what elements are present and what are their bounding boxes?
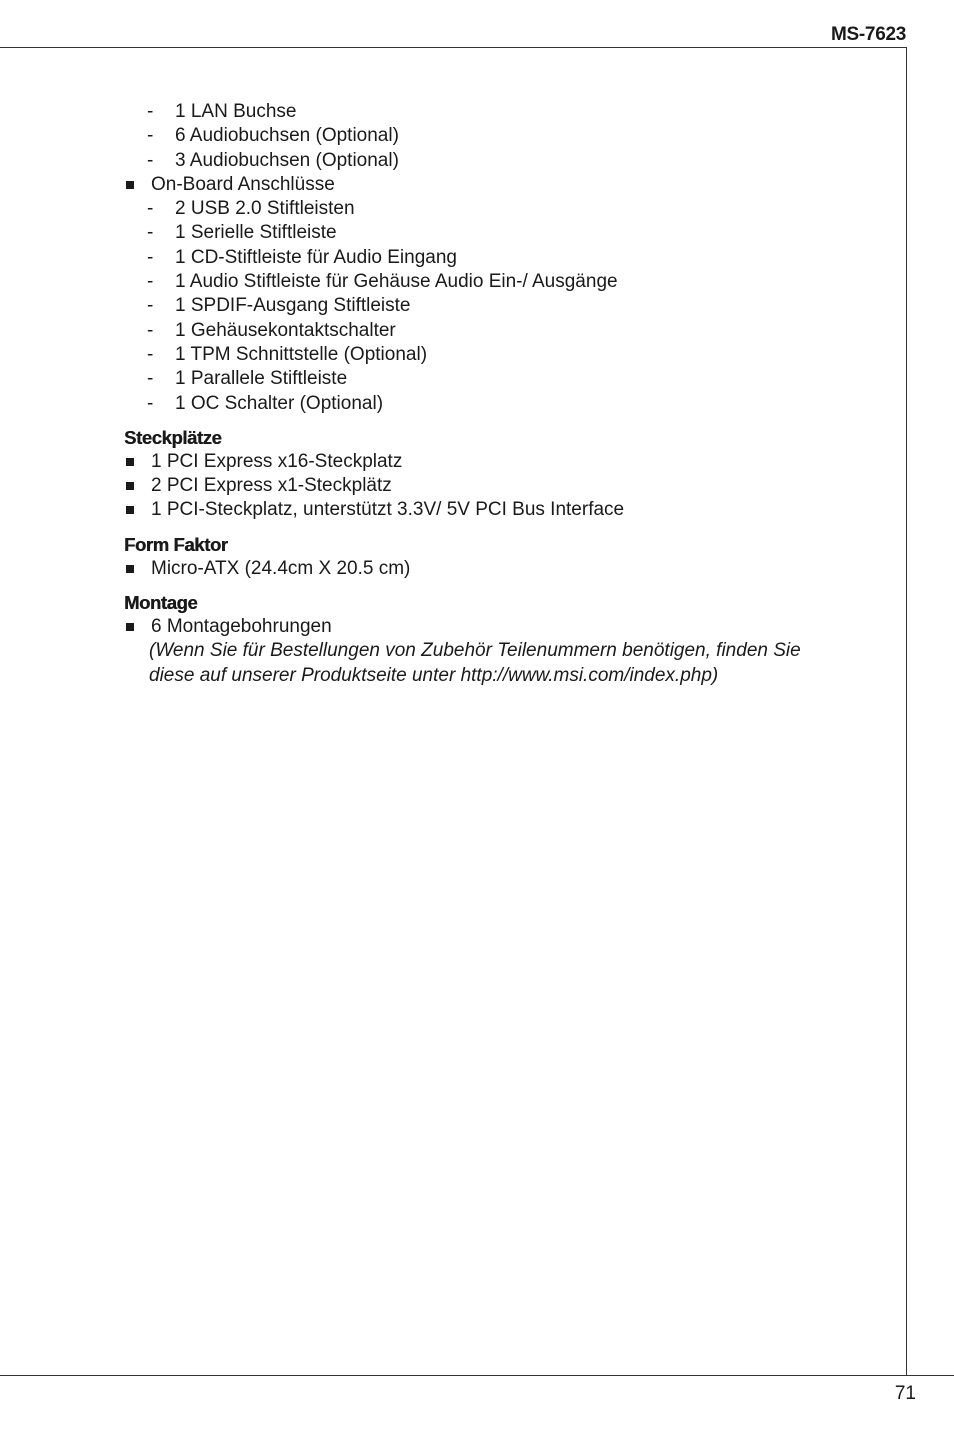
- dash-bullet: -: [147, 343, 154, 365]
- dash-bullet: -: [147, 368, 154, 390]
- list-item: [124, 367, 864, 391]
- onboard-connectors-item: [124, 173, 864, 197]
- dash-bullet: -: [147, 125, 154, 147]
- list-item-text: 6 Audiobuchsen (Optional): [175, 125, 399, 147]
- list-item: [124, 343, 864, 367]
- list-item: [124, 149, 864, 173]
- list-item: [124, 221, 864, 245]
- page-right-rule: [906, 47, 907, 1376]
- list-item-text: 3 Audiobuchsen (Optional): [175, 149, 399, 171]
- mounting-note: [124, 639, 864, 688]
- list-item: [124, 615, 864, 639]
- list-item: [124, 557, 864, 581]
- list-item-text: 1 TPM Schnittstelle (Optional): [175, 343, 428, 365]
- dash-bullet: -: [147, 149, 154, 171]
- list-item-text: 1 LAN Buchse: [175, 101, 297, 122]
- list-item-text: On-Board Anschlüsse: [151, 173, 335, 195]
- list-item: [124, 498, 864, 522]
- list-item: [124, 270, 864, 294]
- mounting-note-line: (Wenn Sie für Bestellungen von Zubehör Teilenummern benötigen, finden Sie: [149, 640, 801, 662]
- list-item-text: 1 PCI-Steckplatz, unterstützt 3.3V/ 5V PCI Bus Interface: [151, 499, 625, 521]
- page-content: [124, 100, 864, 688]
- list-item-text: 1 Gehäusekontaktschalter: [175, 319, 396, 341]
- section-heading-slots: Steckplätze: [124, 426, 222, 448]
- dash-bullet: -: [147, 198, 154, 220]
- square-bullet-icon: [126, 482, 134, 490]
- square-bullet-icon: [126, 565, 134, 573]
- list-item-text: 1 OC Schalter (Optional): [175, 392, 384, 414]
- list-item: [124, 319, 864, 343]
- list-item-text: 1 Audio Stiftleiste für Gehäuse Audio Ein-/ Ausgänge: [175, 271, 618, 293]
- list-item: [124, 474, 864, 498]
- header-rule: [0, 47, 907, 48]
- square-bullet-icon: [126, 623, 134, 631]
- list-item: [124, 100, 864, 124]
- list-item-text: 2 PCI Express x1-Steckplätz: [151, 475, 392, 497]
- list-item-text: 1 Parallele Stiftleiste: [175, 368, 348, 390]
- dash-bullet: -: [147, 271, 154, 293]
- square-bullet-icon: [126, 181, 134, 189]
- dash-bullet: -: [147, 319, 154, 341]
- dash-bullet: -: [147, 101, 154, 122]
- section-heading-mounting: Montage: [124, 592, 198, 614]
- page-number: 71: [894, 1383, 916, 1404]
- square-bullet-icon: [126, 458, 134, 466]
- section-heading-form-factor: Form Faktor: [124, 533, 228, 555]
- list-item: [124, 197, 864, 221]
- list-item-text: 1 CD-Stiftleiste für Audio Eingang: [175, 246, 457, 268]
- list-item-text: 1 Serielle Stiftleiste: [175, 222, 337, 244]
- list-item-text: 2 USB 2.0 Stiftleisten: [175, 198, 355, 220]
- list-item: [124, 294, 864, 318]
- dash-bullet: -: [147, 222, 154, 244]
- list-item: [124, 124, 864, 148]
- square-bullet-icon: [126, 506, 134, 514]
- dash-bullet: -: [147, 295, 154, 317]
- page-header-model: MS-7623: [831, 24, 906, 45]
- dash-bullet: -: [147, 246, 154, 268]
- list-item-text: Micro-ATX (24.4cm X 20.5 cm): [151, 557, 411, 579]
- footer-rule: [0, 1375, 954, 1376]
- list-item: [124, 392, 864, 416]
- list-item-text: 1 PCI Express x16-Steckplatz: [151, 450, 403, 472]
- list-item-text: 1 SPDIF-Ausgang Stiftleiste: [175, 295, 411, 317]
- list-item-text: 6 Montagebohrungen: [151, 616, 332, 638]
- list-item: [124, 246, 864, 270]
- list-item: [124, 450, 864, 474]
- mounting-note-line: diese auf unserer Produktseite unter http://www.msi.com/index.php): [149, 664, 719, 686]
- dash-bullet: -: [147, 392, 154, 414]
